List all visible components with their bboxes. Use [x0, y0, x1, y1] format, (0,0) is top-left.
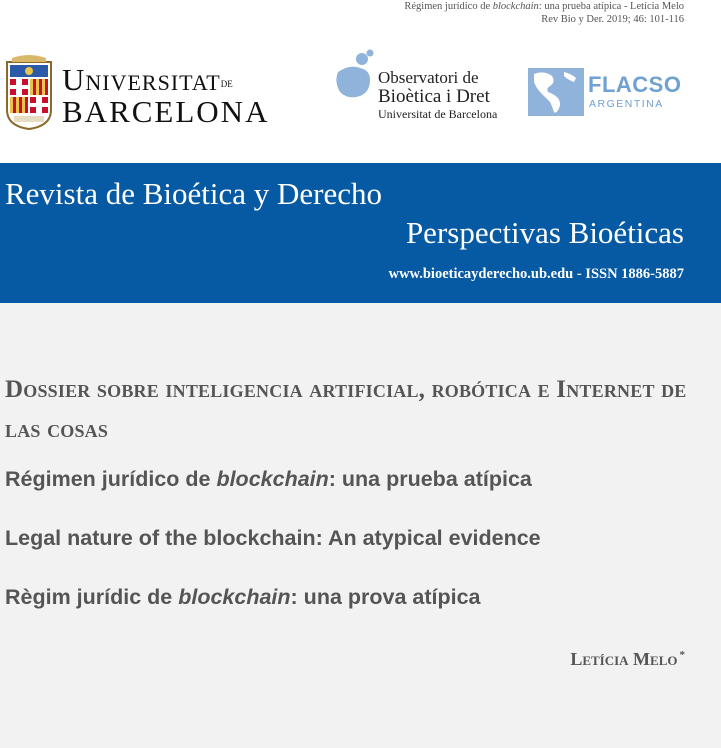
- article-title-english: Legal nature of the blockchain: An atypical evidence: [5, 526, 541, 550]
- universitat-de-barcelona-logo: [4, 54, 274, 132]
- observatori-line2: Bioètica i Dret: [378, 86, 490, 107]
- observatori-line3: Universitat de Barcelona: [378, 107, 498, 121]
- journal-subtitle: Perspectivas Bioéticas: [405, 215, 684, 250]
- running-head-citation: Rev Bio y Der. 2019; 46: 101-116: [541, 14, 684, 25]
- ub-shield-icon: [4, 54, 54, 130]
- article-title-catalan: Règim jurídic de blockchain: una prova atípica: [5, 585, 481, 609]
- observatori-line1: Observatori de: [378, 68, 479, 87]
- author-footnote-mark: *: [679, 649, 685, 661]
- observatori-logo: [330, 48, 520, 128]
- journal-url: www.bioeticayderecho.ub.edu - ISSN 1886-5887: [388, 266, 684, 282]
- flacso-sub: ARGENTINA: [589, 98, 664, 110]
- ub-wordmark-line1: Universitatde: [62, 62, 233, 97]
- running-head: [404, 0, 684, 26]
- title-page-body: [0, 303, 721, 748]
- observatori-mark-icon: [330, 48, 378, 104]
- journal-title: Revista de Bioética y Derecho: [5, 176, 383, 211]
- flacso-name: FLACSO: [588, 72, 682, 97]
- article-title-spanish: Régimen jurídico de blockchain: una prueba atípica: [5, 467, 532, 491]
- ub-wordmark-line2: BARCELONA: [62, 94, 270, 129]
- author-name: Letícia Melo *: [570, 649, 685, 669]
- flacso-logo: [528, 68, 688, 118]
- americas-map-icon: [528, 68, 584, 116]
- dossier-heading: Dossier sobre inteligencia artificial, robótica e Internet de las cosas: [5, 376, 687, 443]
- running-head-title: Régimen jurídico de blockchain: una prueba atípica - Letícia Melo: [404, 1, 684, 12]
- journal-banner: [0, 163, 721, 303]
